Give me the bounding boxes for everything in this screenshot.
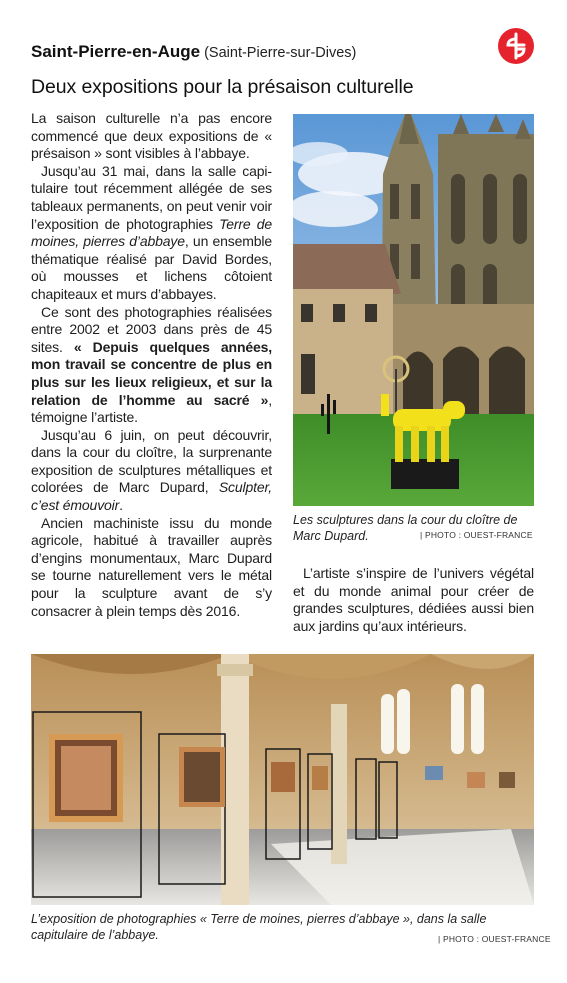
subtown-name: (Saint-Pierre-sur-Dives) <box>204 45 357 61</box>
paragraph: Jusqu’au 31 mai, dans la salle capitulaire tout récemment allégée de ses tableaux permanents, on peut venir voir l’exposition de photographies Terre de moines, pierres d’abbaye, un ensemble thématique réalisé par David Bordes, où mousses et lichens côtoient chapiteaux et murs d’abbayes. <box>31 162 272 302</box>
photo-caption: Les sculptures dans la cour du cloître de Marc Dupard. <box>293 513 518 543</box>
paragraph: La saison culturelle n’a pas encore commencé que deux expositions de « présaison » sont visibles à l’abbaye. <box>31 110 272 162</box>
chapter-house-illustration <box>31 654 534 905</box>
paragraph: L’artiste s’inspire de l’univers végétal et du monde animal pour créer de grandes sculptures, dédiées aussi bien aux jardins qu’aux intérieurs. <box>293 565 534 634</box>
exhibition-hall-photo <box>31 654 534 905</box>
town-name: Saint-Pierre-en-Auge <box>31 42 201 61</box>
photo-credit: | PHOTO : OUEST-FRANCE <box>438 934 551 944</box>
exhibition-title: Terre de moines, pierres d’abbaye <box>31 215 272 250</box>
article-body-right-column <box>293 565 534 635</box>
artist-quote: « Depuis quelques années, mon travail se concentre de plus en plus sur les lieux religieux, et sur la relation de l’homme au sacré » <box>31 338 272 408</box>
paragraph: Ancien machiniste issu du monde agricole, habitué à travailler auprès d’engins monumentaux, Marc Dupard se tourne naturellement vers le métal pour la sculpture avant de s’y consacrer à plein temps dès 2016. <box>31 514 272 619</box>
headline: Deux expositions pour la présaison culturelle <box>31 76 414 98</box>
ouest-france-logo-icon <box>498 28 534 64</box>
cloister-sculpture-illustration <box>293 114 534 506</box>
article-header <box>31 42 491 66</box>
paragraph: Ce sont des photographies réalisées entre 2002 et 2003 dans près de 45 sites. « Depuis quelques années, mon travail se concentre de plus en plus sur les lieux religieux, et sur la relation de l’homme au sacré », témoigne l’artiste. <box>31 303 272 426</box>
photo-caption: L’exposition de photographies « Terre de moines, pierres d’abbaye », dans la salle capitulaire de l’abbaye. <box>31 912 487 942</box>
exhibition-title: Sculpter, c’est émouvoir <box>31 479 272 514</box>
cloister-sculpture-photo <box>293 114 534 506</box>
paragraph: Jusqu’au 6 juin, on peut découvrir, dans la cour du cloître, la surprenante exposition de sculptures métalliques et colorées de Marc Dupard, Sculpter, c’est émouvoir. <box>31 426 272 514</box>
article-body-left-column <box>31 110 272 620</box>
photo-credit: | PHOTO : OUEST-FRANCE <box>420 530 533 540</box>
